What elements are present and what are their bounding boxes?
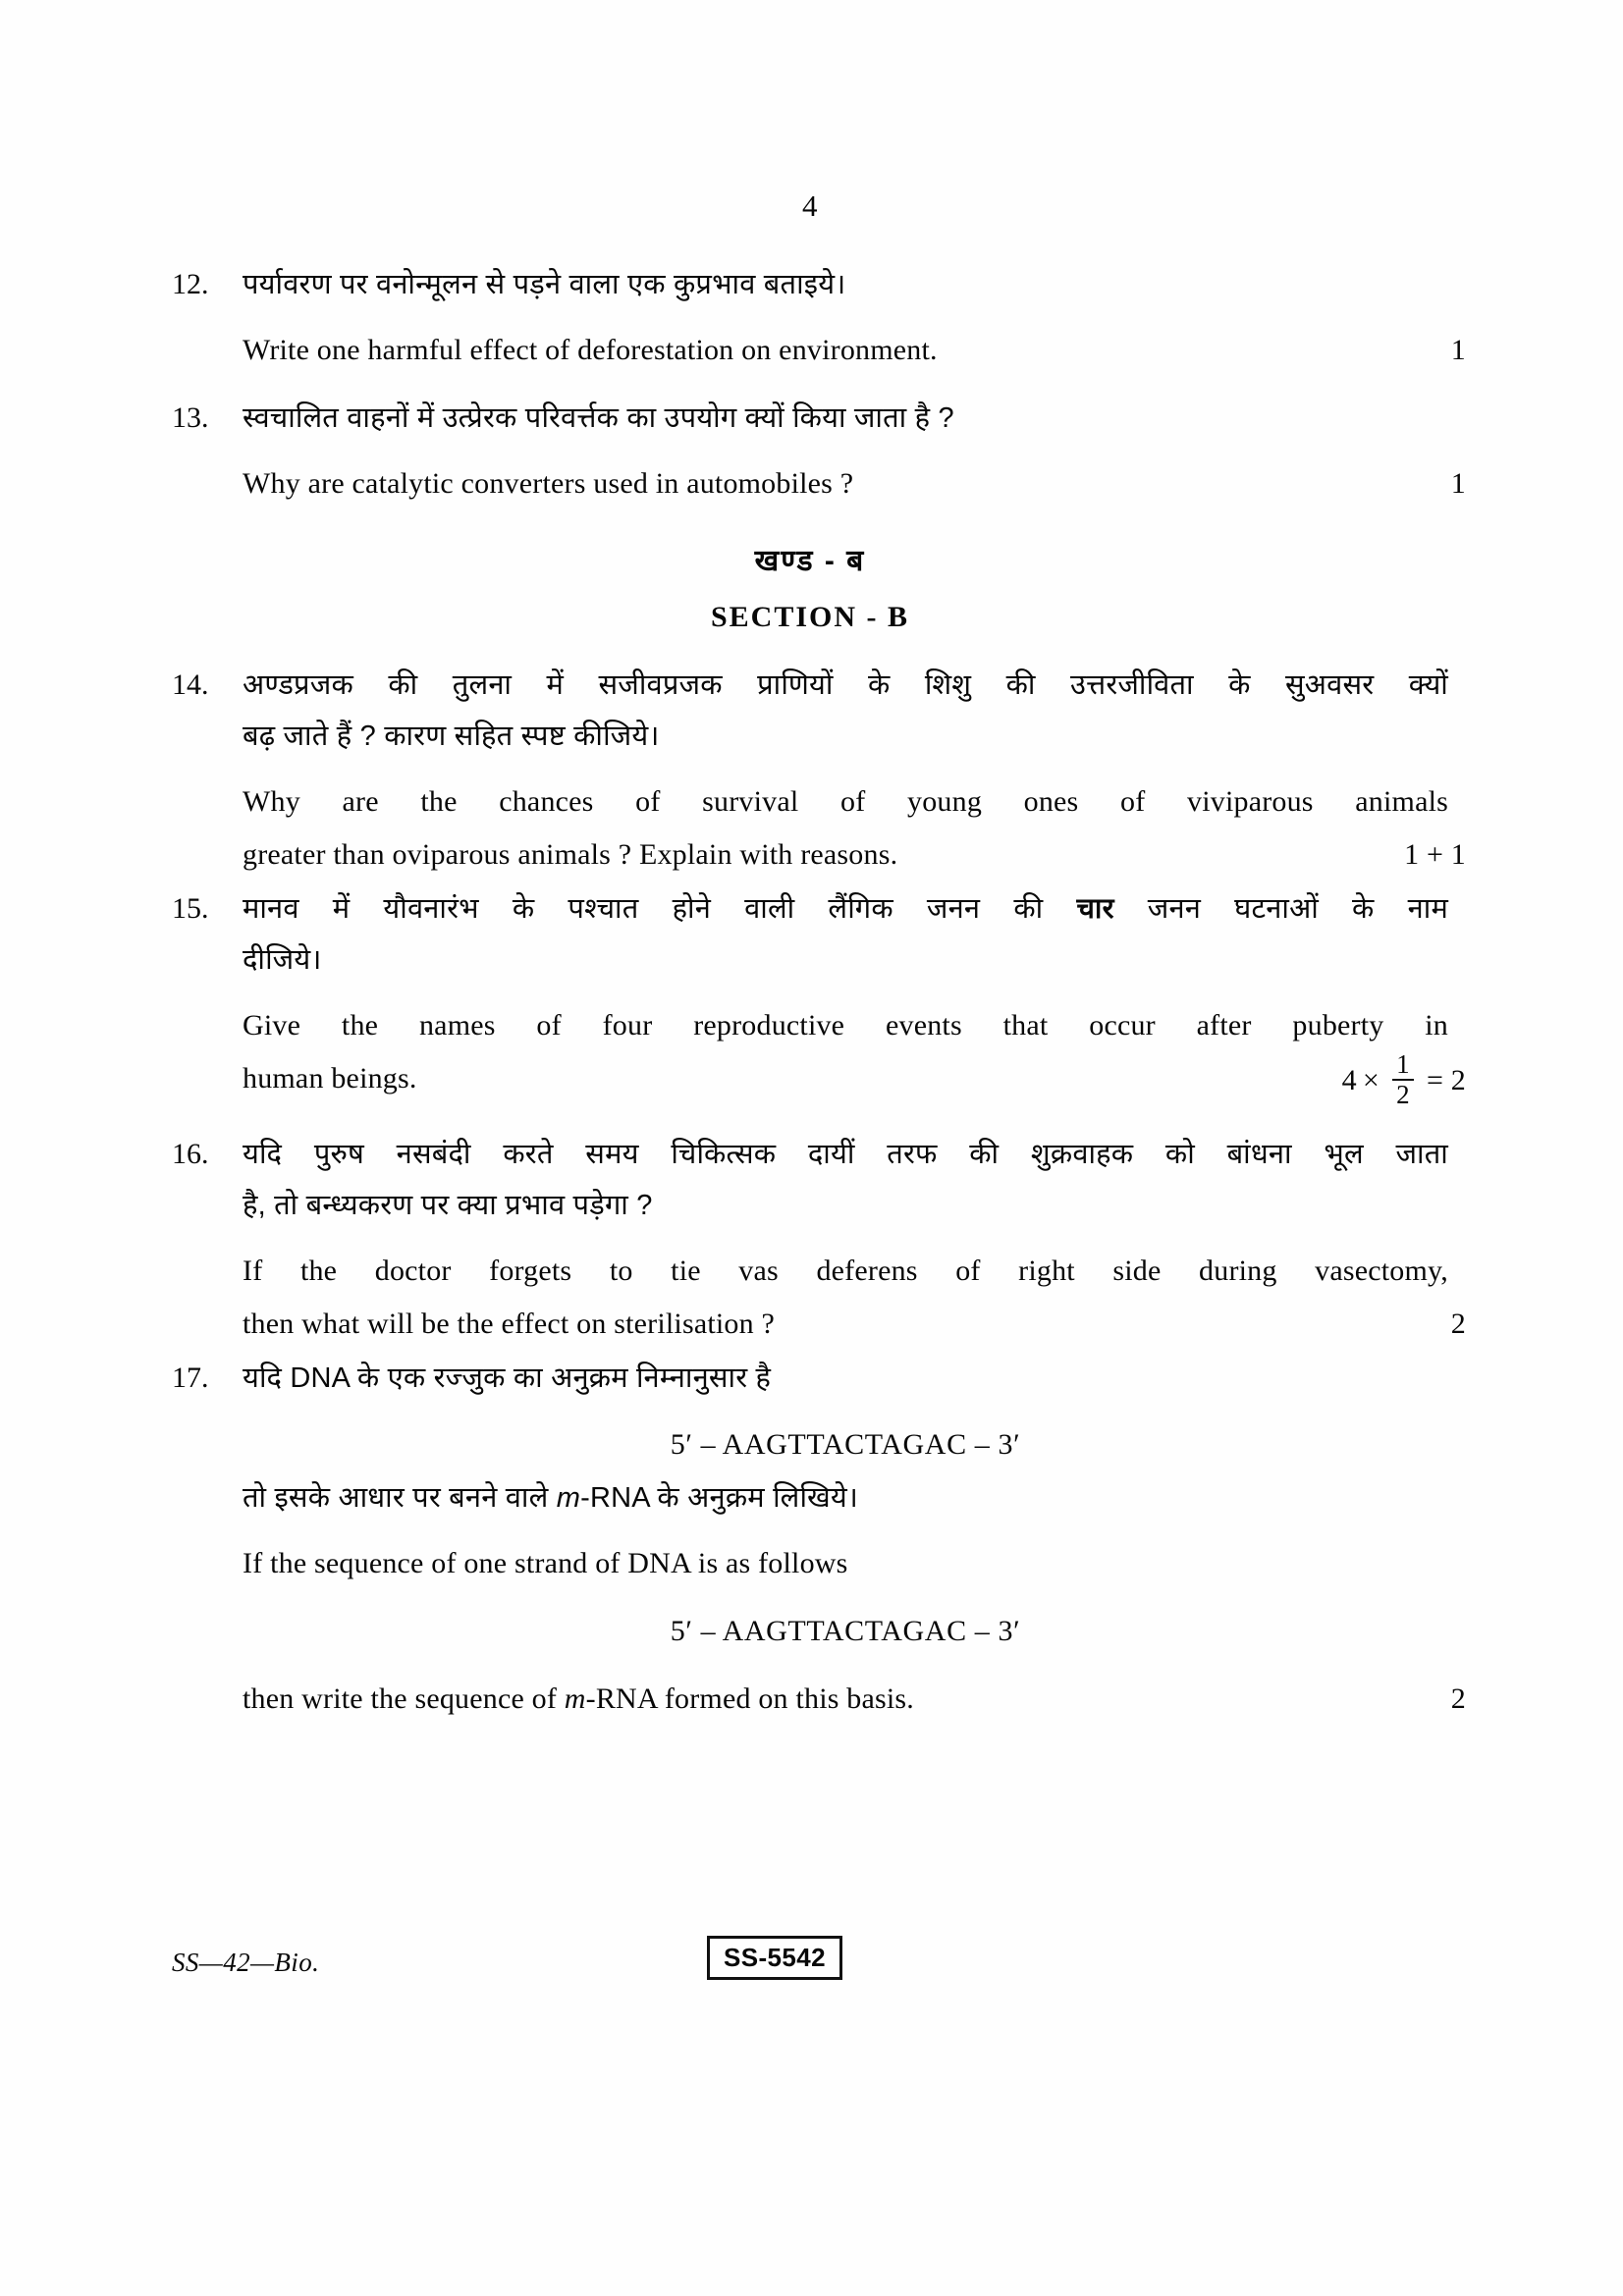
question-17-hindi-tail-post: -RNA के अनुक्रम लिखिये। [580,1482,859,1514]
question-17-hindi-intro: यदि DNA के एक रज्जुक का अनुक्रम निम्नानुसार है [243,1362,772,1394]
question-15-english-line-1: Give the names of four reproductive events that occur after puberty in [243,1009,1448,1041]
question-14 [172,660,1466,881]
question-13-number: 13. [172,401,209,434]
page-footer [172,1943,1476,2006]
question-17-english-tail-post: -RNA formed on this basis. [585,1682,915,1715]
section-heading-english: SECTION - B [710,601,910,633]
question-16-number: 16. [172,1138,209,1170]
question-14-english-line-2 [243,828,1466,881]
question-15-hindi-line-2: दीजिये। [243,944,322,976]
question-13-hindi-line-1: स्वचालित वाहनों में उत्प्रेरक परिवर्त्तक का उपयोग क्यों किया जाता है ? [243,402,954,434]
question-17-dna-sequence-hindi: 5′ – AAGTTACTAGAC – 3′ [670,1428,1021,1461]
question-15-hindi-line-1 [243,883,1448,934]
question-16-hindi-line-2: है, तो बन्ध्यकरण पर क्या प्रभाव पड़ेगा ? [243,1190,653,1221]
question-12-number: 12. [172,268,209,300]
question-17 [172,1353,1466,1726]
question-15-hindi-pre: मानव में यौवनारंभ के पश्चात होने वाली लैंगिक जनन की [243,893,1077,925]
question-16-english-line-2 [243,1298,1466,1351]
question-14-english-text: greater than oviparous animals ? Explain with reasons. [243,838,898,871]
question-14-hindi-line-2: बढ़ जाते हैं ? कारण सहित स्पष्ट कीजिये। [243,721,660,752]
question-16-hindi-line-1: यदि पुरुष नसबंदी करते समय चिकित्सक दायीं तरफ की शुक्रवाहक को बांधना भूल जाता [243,1139,1448,1170]
question-15-hindi-post: जनन घटनाओं के नाम [1113,893,1448,925]
page-content [172,188,1466,1728]
question-15-english-line-2 [243,1049,1466,1109]
question-15-marks-fraction [1392,1051,1414,1108]
question-13-english-line-1 [243,457,1466,510]
question-17-english-m-italic: m [564,1682,586,1715]
section-heading-hindi: खण्ड - ब [754,545,866,577]
question-15-marks-times: × [1362,1064,1380,1096]
question-12-english-line-1 [243,324,1466,377]
question-16 [172,1129,1466,1351]
question-17-english-intro: If the sequence of one strand of DNA is as follows [243,1547,848,1579]
question-14-number: 14. [172,668,209,701]
question-17-hindi-tail-pre: तो इसके आधार पर बनने वाले [243,1482,557,1514]
question-17-english-tail [243,1673,1466,1726]
question-12-english-text: Write one harmful effect of deforestation on environment. [243,334,938,366]
question-15-marks-equals: = 2 [1426,1064,1466,1096]
question-15-number: 15. [172,892,209,925]
question-16-english-text: then what will be the effect on sterilisation ? [243,1308,776,1340]
question-14-english-line-1: Why are the chances of survival of young ones of viviparous animals [243,785,1448,818]
question-14-marks: 1 + 1 [1404,838,1466,871]
question-13 [172,393,1466,510]
question-13-english-text: Why are catalytic converters used in automobiles ? [243,467,854,500]
question-15-hindi-emphasis: चार [1076,893,1114,925]
question-13-marks: 1 [1450,467,1466,500]
page-number: 4 [802,188,818,223]
question-15 [172,883,1466,1109]
question-15-marks-numerator: 1 [1396,1049,1410,1079]
question-17-hindi-m-italic: m [556,1482,581,1514]
footer-booklet-code: SS-5542 [707,1936,842,1980]
question-16-marks: 2 [1450,1308,1466,1340]
question-15-marks-factor: 4 [1341,1064,1357,1096]
question-15-marks-denominator: 2 [1396,1080,1410,1109]
question-17-number: 17. [172,1362,209,1394]
question-12 [172,259,1466,377]
question-17-marks: 2 [1450,1682,1466,1715]
question-17-dna-sequence-english: 5′ – AAGTTACTAGAC – 3′ [670,1615,1021,1647]
question-15-english-text: human beings. [243,1062,417,1095]
section-heading [172,534,1448,646]
question-15-marks [1341,1049,1466,1109]
question-14-hindi-line-1: अण्डप्रजक की तुलना में सजीवप्रजक प्राणियों के शिशु की उत्तरजीविता के सुअवसर क्यों [243,669,1448,701]
question-12-marks: 1 [1450,334,1466,366]
question-17-english-tail-pre: then write the sequence of [243,1682,565,1715]
question-12-hindi-line-1: पर्यावरण पर वनोन्मूलन से पड़ने वाला एक कुप्रभाव बताइये। [243,269,846,300]
footer-paper-code: SS—42—Bio. [172,1948,320,1977]
question-16-english-line-1: If the doctor forgets to tie vas deferens of right side during vasectomy, [243,1255,1448,1287]
question-17-hindi-tail [243,1472,1448,1523]
